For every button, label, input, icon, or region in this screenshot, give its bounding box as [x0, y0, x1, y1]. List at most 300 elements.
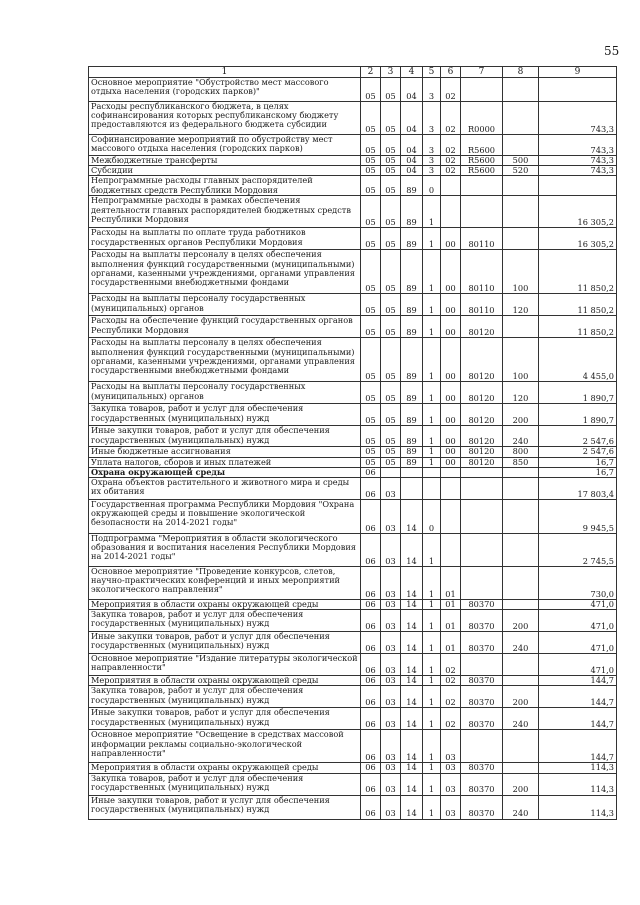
row-name: Основное мероприятие "Освещение в средствах массовой информации рекламы социально-экологической направленности" [89, 730, 361, 763]
code-cell: 80120 [461, 316, 503, 338]
row-name: Субсидии [89, 166, 361, 176]
code-cell: 05 [381, 176, 401, 196]
amount-cell: 114,3 [539, 773, 617, 795]
row-name: Непрограммные расходы в рамках обеспечения деятельности главных распорядителей бюджетных средств Республики Мордовия [89, 196, 361, 228]
code-cell: 01 [441, 567, 461, 600]
code-cell: 05 [381, 382, 401, 404]
code-cell: 00 [441, 316, 461, 338]
code-cell: 1 [423, 404, 441, 426]
row-name: Иные закупки товаров, работ и услуг для обеспечения государственных (муниципальных) нужд [89, 426, 361, 447]
amount-cell: 144,7 [539, 708, 617, 730]
row-name: Иные закупки товаров, работ и услуг для обеспечения государственных (муниципальных) нужд [89, 708, 361, 730]
table-row [89, 338, 617, 382]
code-cell [461, 78, 503, 102]
code-cell: 89 [401, 316, 423, 338]
code-cell: 120 [503, 382, 539, 404]
row-name: Расходы на выплаты персоналу в целях обеспечения выполнения функций государственными (муниципальными) органами, казенными учреждениями, органами управления государственными внебюджетными фондами [89, 250, 361, 294]
code-cell [503, 102, 539, 135]
code-cell: 05 [361, 404, 381, 426]
code-cell: 05 [361, 78, 381, 102]
code-cell: 14 [401, 610, 423, 632]
code-cell: 02 [441, 654, 461, 676]
row-name: Охрана объектов растительного и животного мира и среды их обитания [89, 478, 361, 500]
code-cell: 3 [423, 78, 441, 102]
code-cell [423, 478, 441, 500]
row-name: Уплата налогов, сборов и иных платежей [89, 457, 361, 467]
code-cell: 240 [503, 795, 539, 819]
code-cell: 1 [423, 730, 441, 763]
code-cell [461, 478, 503, 500]
table-row [89, 654, 617, 676]
amount-cell: 16 305,2 [539, 196, 617, 228]
row-name: Мероприятия в области охраны окружающей среды [89, 676, 361, 686]
code-cell: 03 [381, 708, 401, 730]
code-cell: 200 [503, 686, 539, 708]
code-cell [503, 135, 539, 156]
code-cell: 80110 [461, 294, 503, 316]
row-name: Охрана окружающей среды [89, 467, 361, 477]
code-cell: 1 [423, 773, 441, 795]
code-cell: 00 [441, 426, 461, 447]
code-cell: 1 [423, 316, 441, 338]
code-cell [441, 467, 461, 477]
code-cell: 05 [361, 447, 381, 457]
code-cell: 03 [381, 610, 401, 632]
code-cell: 89 [401, 294, 423, 316]
code-cell: 05 [361, 176, 381, 196]
code-cell: 80370 [461, 676, 503, 686]
amount-cell: 4 455,0 [539, 338, 617, 382]
code-cell: 02 [441, 102, 461, 135]
code-cell: 06 [361, 654, 381, 676]
table-row [89, 447, 617, 457]
code-cell: 03 [381, 632, 401, 654]
code-cell: 1 [423, 567, 441, 600]
code-cell: 03 [381, 763, 401, 773]
code-cell: 14 [401, 600, 423, 610]
code-cell: 02 [441, 78, 461, 102]
code-cell: 01 [441, 600, 461, 610]
code-cell: 1 [423, 686, 441, 708]
code-cell: 89 [401, 250, 423, 294]
code-cell: 0 [423, 500, 441, 534]
code-cell: 1 [423, 534, 441, 567]
row-name: Подпрограмма "Мероприятия в области экологического образования и воспитания населения Республики Мордовия на 2014-2021 годы" [89, 534, 361, 567]
code-cell: 04 [401, 166, 423, 176]
code-cell: 1 [423, 338, 441, 382]
code-cell: 14 [401, 654, 423, 676]
code-cell: 05 [381, 228, 401, 250]
amount-cell: 11 850,2 [539, 316, 617, 338]
table-row [89, 795, 617, 819]
table-row [89, 316, 617, 338]
code-cell: R5600 [461, 135, 503, 156]
table-row [89, 730, 617, 763]
table-row [89, 102, 617, 135]
code-cell: 100 [503, 250, 539, 294]
code-cell: 0 [423, 176, 441, 196]
table-row [89, 567, 617, 600]
code-cell: 80370 [461, 773, 503, 795]
code-cell: 01 [441, 610, 461, 632]
code-cell [381, 467, 401, 477]
code-cell: 80110 [461, 250, 503, 294]
code-cell: 04 [401, 135, 423, 156]
code-cell [503, 567, 539, 600]
code-cell [441, 478, 461, 500]
table-row [89, 632, 617, 654]
code-cell [503, 176, 539, 196]
code-cell [461, 196, 503, 228]
code-cell [503, 478, 539, 500]
code-cell: 14 [401, 676, 423, 686]
code-cell: 500 [503, 156, 539, 166]
header-cell: 2 [361, 67, 381, 78]
code-cell: 89 [401, 338, 423, 382]
code-cell: 120 [503, 294, 539, 316]
code-cell: 14 [401, 730, 423, 763]
row-name: Межбюджетные трансферты [89, 156, 361, 166]
code-cell: 05 [381, 426, 401, 447]
row-name: Расходы на выплаты персоналу государственных (муниципальных) органов [89, 382, 361, 404]
code-cell: 06 [361, 500, 381, 534]
code-cell: 03 [381, 534, 401, 567]
code-cell: 05 [361, 156, 381, 166]
code-cell: 14 [401, 773, 423, 795]
code-cell: 89 [401, 382, 423, 404]
table-row [89, 250, 617, 294]
code-cell: 06 [361, 467, 381, 477]
code-cell: 00 [441, 447, 461, 457]
code-cell: 03 [441, 730, 461, 763]
header-cell: 8 [503, 67, 539, 78]
amount-cell: 17 803,4 [539, 478, 617, 500]
code-cell [441, 534, 461, 567]
code-cell: 04 [401, 78, 423, 102]
code-cell: 05 [381, 316, 401, 338]
code-cell: R0000 [461, 102, 503, 135]
code-cell: 80120 [461, 338, 503, 382]
code-cell: R5600 [461, 166, 503, 176]
code-cell: 89 [401, 404, 423, 426]
header-cell: 9 [539, 67, 617, 78]
code-cell: 1 [423, 447, 441, 457]
code-cell: 00 [441, 382, 461, 404]
code-cell: 00 [441, 404, 461, 426]
code-cell: 05 [381, 338, 401, 382]
code-cell: 14 [401, 534, 423, 567]
code-cell: 06 [361, 708, 381, 730]
code-cell: 14 [401, 708, 423, 730]
code-cell: 01 [441, 632, 461, 654]
code-cell: 02 [441, 156, 461, 166]
code-cell: 200 [503, 773, 539, 795]
row-name: Иные закупки товаров, работ и услуг для обеспечения государственных (муниципальных) нужд [89, 795, 361, 819]
code-cell: 1 [423, 610, 441, 632]
code-cell: 3 [423, 166, 441, 176]
amount-cell: 2 547,6 [539, 447, 617, 457]
code-cell: 80370 [461, 763, 503, 773]
row-name: Расходы на выплаты персоналу в целях обеспечения выполнения функций государственными (муниципальными) органами, казенными учреждениями, органами управления государственными внебюджетными фондами [89, 338, 361, 382]
code-cell: 05 [381, 457, 401, 467]
code-cell: 850 [503, 457, 539, 467]
code-cell [461, 567, 503, 600]
code-cell: 03 [381, 773, 401, 795]
table-row [89, 467, 617, 477]
budget-table [88, 66, 617, 820]
row-name: Государственная программа Республики Мордовия "Охрана окружающей среды и повышение экологической безопасности на 2014-2021 годы" [89, 500, 361, 534]
code-cell: 89 [401, 426, 423, 447]
code-cell: 05 [381, 166, 401, 176]
code-cell [423, 467, 441, 477]
code-cell: 06 [361, 567, 381, 600]
table-row [89, 500, 617, 534]
table-row [89, 135, 617, 156]
code-cell: 1 [423, 457, 441, 467]
table-row [89, 676, 617, 686]
code-cell: 1 [423, 250, 441, 294]
code-cell [461, 467, 503, 477]
code-cell: 80370 [461, 600, 503, 610]
code-cell: 03 [381, 500, 401, 534]
code-cell [503, 78, 539, 102]
code-cell: 05 [361, 426, 381, 447]
code-cell: 89 [401, 447, 423, 457]
code-cell: 06 [361, 600, 381, 610]
row-name: Основное мероприятие "Обустройство мест массового отдыха населения (городских парков)" [89, 78, 361, 102]
code-cell: 03 [381, 686, 401, 708]
code-cell: 1 [423, 763, 441, 773]
code-cell: 200 [503, 610, 539, 632]
code-cell [441, 500, 461, 534]
code-cell: 06 [361, 730, 381, 763]
table-row [89, 534, 617, 567]
code-cell: 200 [503, 404, 539, 426]
code-cell: 02 [441, 686, 461, 708]
table-row [89, 600, 617, 610]
code-cell [503, 730, 539, 763]
amount-cell: 471,0 [539, 600, 617, 610]
code-cell: 1 [423, 228, 441, 250]
amount-cell: 11 850,2 [539, 250, 617, 294]
amount-cell: 144,7 [539, 730, 617, 763]
code-cell: 80370 [461, 632, 503, 654]
code-cell: 80120 [461, 382, 503, 404]
code-cell: 14 [401, 795, 423, 819]
row-name: Закупка товаров, работ и услуг для обеспечения государственных (муниципальных) нужд [89, 686, 361, 708]
amount-cell: 114,3 [539, 795, 617, 819]
table-row [89, 610, 617, 632]
row-name: Мероприятия в области охраны окружающей среды [89, 763, 361, 773]
code-cell: 06 [361, 632, 381, 654]
table-row [89, 382, 617, 404]
amount-cell: 743,3 [539, 166, 617, 176]
code-cell: 05 [361, 457, 381, 467]
code-cell: 05 [361, 338, 381, 382]
code-cell: 03 [381, 676, 401, 686]
code-cell: 05 [361, 196, 381, 228]
table-row [89, 686, 617, 708]
code-cell [503, 534, 539, 567]
table-row [89, 294, 617, 316]
code-cell: 05 [381, 196, 401, 228]
row-name: Иные бюджетные ассигнования [89, 447, 361, 457]
code-cell: 00 [441, 338, 461, 382]
code-cell: 00 [441, 457, 461, 467]
code-cell: 05 [381, 78, 401, 102]
code-cell: 02 [441, 676, 461, 686]
code-cell: 1 [423, 654, 441, 676]
table-row [89, 708, 617, 730]
code-cell: 03 [381, 795, 401, 819]
code-cell: 89 [401, 228, 423, 250]
code-cell: 04 [401, 156, 423, 166]
code-cell: 3 [423, 102, 441, 135]
code-cell: 02 [441, 708, 461, 730]
code-cell: 03 [381, 478, 401, 500]
code-cell: 14 [401, 500, 423, 534]
code-cell: 02 [441, 135, 461, 156]
code-cell: 05 [361, 102, 381, 135]
table-row [89, 763, 617, 773]
code-cell: 03 [381, 730, 401, 763]
code-cell: 05 [361, 135, 381, 156]
code-cell: 06 [361, 478, 381, 500]
code-cell: 03 [441, 795, 461, 819]
table-row [89, 156, 617, 166]
code-cell: 1 [423, 676, 441, 686]
header-cell: 4 [401, 67, 423, 78]
row-name: Софинансирование мероприятий по обустройству мест массового отдыха населения (городских парков) [89, 135, 361, 156]
row-name: Непрограммные расходы главных распорядителей бюджетных средств Республики Мордовия [89, 176, 361, 196]
header-cell: 6 [441, 67, 461, 78]
code-cell: 05 [361, 166, 381, 176]
code-cell: R5600 [461, 156, 503, 166]
code-cell [503, 228, 539, 250]
amount-cell: 16,7 [539, 457, 617, 467]
code-cell [503, 467, 539, 477]
code-cell [503, 654, 539, 676]
amount-cell: 16,7 [539, 467, 617, 477]
code-cell: 05 [381, 135, 401, 156]
code-cell: 80370 [461, 795, 503, 819]
amount-cell: 114,3 [539, 763, 617, 773]
row-name: Иные закупки товаров, работ и услуг для обеспечения государственных (муниципальных) нужд [89, 632, 361, 654]
code-cell: 100 [503, 338, 539, 382]
table-row [89, 166, 617, 176]
code-cell: 06 [361, 610, 381, 632]
code-cell: 1 [423, 382, 441, 404]
code-cell: 05 [381, 404, 401, 426]
code-cell: 14 [401, 686, 423, 708]
code-cell: 00 [441, 250, 461, 294]
code-cell: 240 [503, 632, 539, 654]
code-cell: 06 [361, 773, 381, 795]
code-cell: 80120 [461, 447, 503, 457]
code-cell: 06 [361, 676, 381, 686]
code-cell [503, 196, 539, 228]
table-row [89, 773, 617, 795]
table-row [89, 228, 617, 250]
code-cell: 80120 [461, 457, 503, 467]
code-cell [461, 500, 503, 534]
code-cell [461, 730, 503, 763]
code-cell: 80370 [461, 708, 503, 730]
table-row [89, 404, 617, 426]
amount-cell: 743,3 [539, 156, 617, 166]
page-number: 55 [604, 44, 620, 58]
amount-cell: 743,3 [539, 135, 617, 156]
code-cell [461, 176, 503, 196]
code-cell: 14 [401, 763, 423, 773]
code-cell [401, 467, 423, 477]
amount-cell: 144,7 [539, 676, 617, 686]
table-row [89, 196, 617, 228]
code-cell [441, 176, 461, 196]
code-cell: 80120 [461, 404, 503, 426]
row-name: Основное мероприятие "Проведение конкурсов, слетов, научно-практических конференций и иных мероприятий экологического направления" [89, 567, 361, 600]
code-cell: 80370 [461, 686, 503, 708]
code-cell: 05 [381, 447, 401, 457]
code-cell: 80110 [461, 228, 503, 250]
code-cell: 05 [361, 382, 381, 404]
code-cell: 80120 [461, 426, 503, 447]
row-name: Закупка товаров, работ и услуг для обеспечения государственных (муниципальных) нужд [89, 404, 361, 426]
amount-cell: 471,0 [539, 632, 617, 654]
code-cell [503, 500, 539, 534]
code-cell: 06 [361, 534, 381, 567]
header-cell: 5 [423, 67, 441, 78]
code-cell: 05 [361, 294, 381, 316]
code-cell [503, 676, 539, 686]
amount-cell: 11 850,2 [539, 294, 617, 316]
code-cell [401, 478, 423, 500]
amount-cell: 2 547,6 [539, 426, 617, 447]
row-name: Расходы республиканского бюджета, в целях софинансирования которых республиканскому бюджету предоставляются из федерального бюджета субсидии [89, 102, 361, 135]
code-cell: 89 [401, 176, 423, 196]
code-cell: 89 [401, 457, 423, 467]
row-name: Расходы на выплаты персоналу государственных (муниципальных) органов [89, 294, 361, 316]
row-name: Основное мероприятие "Издание литературы экологической направленности" [89, 654, 361, 676]
table-row [89, 426, 617, 447]
code-cell: 02 [441, 166, 461, 176]
code-cell: 05 [381, 250, 401, 294]
code-cell: 06 [361, 686, 381, 708]
code-cell: 14 [401, 632, 423, 654]
code-cell: 04 [401, 102, 423, 135]
amount-cell [539, 78, 617, 102]
table-row [89, 176, 617, 196]
code-cell: 1 [423, 426, 441, 447]
code-cell: 80370 [461, 610, 503, 632]
code-cell: 03 [441, 763, 461, 773]
code-cell [503, 600, 539, 610]
amount-cell: 16 305,2 [539, 228, 617, 250]
code-cell [461, 534, 503, 567]
row-name: Закупка товаров, работ и услуг для обеспечения государственных (муниципальных) нужд [89, 773, 361, 795]
code-cell: 3 [423, 156, 441, 166]
amount-cell: 1 890,7 [539, 404, 617, 426]
amount-cell: 9 945,5 [539, 500, 617, 534]
code-cell: 03 [441, 773, 461, 795]
header-cell: 7 [461, 67, 503, 78]
header-cell: 3 [381, 67, 401, 78]
code-cell: 06 [361, 763, 381, 773]
amount-cell: 743,3 [539, 102, 617, 135]
code-cell [503, 316, 539, 338]
row-name: Закупка товаров, работ и услуг для обеспечения государственных (муниципальных) нужд [89, 610, 361, 632]
row-name: Расходы на обеспечение функций государственных органов Республики Мордовия [89, 316, 361, 338]
